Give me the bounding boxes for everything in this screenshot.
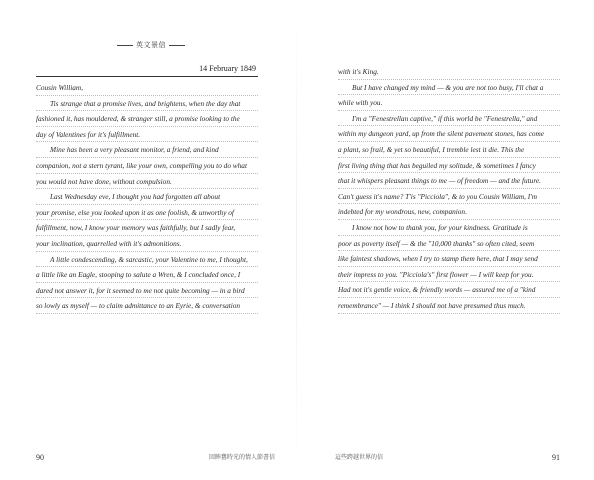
letter-line: remembrance" — I think I should not have presumed thus much.: [338, 298, 560, 314]
letter-line: Last Wednesday eve, I thought you had forgotten all about: [36, 189, 258, 205]
letter-line: I know not how to thank you, for your kindness. Gratitude is: [338, 220, 560, 236]
letter-line: a little like an Eagle, stooping to salute a Wren, & I concluded once, I: [36, 267, 258, 283]
page-number-right: 91: [552, 453, 560, 462]
letter-line: their impress to you. "Picciola's" first flower — I will keep for you.: [338, 267, 560, 283]
letter-line: day of Valentines for it's fulfillment.: [36, 127, 258, 143]
page-number-left: 90: [36, 453, 44, 462]
letter-line: Tis strange that a promise lives, and brightens, when the day that: [36, 96, 258, 112]
footer-title-left: 回眸舊時光的情人節書信: [208, 454, 275, 461]
letter-line: A little condescending, & sarcastic, your Valentine to me, I thought,: [36, 252, 258, 268]
right-letter-body: [338, 64, 560, 314]
letter-line: dared not answer it, for it seemed to me not quite becoming — in a bird: [36, 283, 258, 299]
letter-line: fulfillment, now, I know your memory was faithfully, but I sadly fear,: [36, 220, 258, 236]
letter-line: your promise, else you looked upon it as one foolish, & unworthy of: [36, 205, 258, 221]
letter-line: you would not have done, without compulsion.: [36, 174, 258, 190]
letter-line: your inclination, quarrelled with it's admonitions.: [36, 236, 258, 252]
letter-line: But I have changed my mind — & you are not too busy, I'll chat a: [338, 80, 560, 96]
running-head: [106, 40, 196, 50]
letter-line: I'm a "Fenestrellan captive," if this world be "Fenestrella," and: [338, 111, 560, 127]
letter-line: indebted for my wondrous, new, companion.: [338, 204, 560, 220]
letter-line: first living thing that has beguiled my solitude, & sometimes I fancy: [338, 158, 560, 174]
letter-line: like faintest shadows, when I try to stamp them here, that I may send: [338, 251, 560, 267]
running-head-rule: [169, 45, 185, 46]
letter-line: while with you.: [338, 95, 560, 111]
letter-line: Can't guess it's name? T'is "Picciola", & to you Cousin William, I'm: [338, 189, 560, 205]
letter-line: poor as poverty itself — & the "10,000 thanks" so often cited, seem: [338, 236, 560, 252]
letter-line: companion, not a stern tyrant, like your own, compelling you to do what: [36, 158, 258, 174]
letter-line: Mine has been a very pleasant monitor, a friend, and kind: [36, 142, 258, 158]
letter-line: a plant, so frail, & yet so beautiful, I tremble lest it die. This the: [338, 142, 560, 158]
letter-line: that it whispers pleasant things to me — of freedom — and the future.: [338, 173, 560, 189]
letter-date-line: [36, 64, 258, 77]
letter-line: so lowly as myself — to claim admittance to an Eyrie, & conversation: [36, 298, 258, 314]
letter-line: within my dungeon yard, up from the silent pavement stones, has come: [338, 126, 560, 142]
letter-line: Cousin William,: [36, 80, 258, 96]
running-head-text: 英文景信: [136, 41, 166, 49]
footer-title-right: 這些跨越世界的信: [335, 454, 384, 461]
running-head-rule: [117, 45, 133, 46]
letter-line: with it's King.: [338, 64, 560, 80]
letter-line: Had not it's gentle voice, & friendly words — assured me of a "kind: [338, 282, 560, 298]
letter-line: fashioned it, has mouldered, & stranger still, a promise looking to the: [36, 111, 258, 127]
left-letter-body: [36, 80, 258, 314]
letter-date: 14 February 1849: [199, 64, 256, 73]
